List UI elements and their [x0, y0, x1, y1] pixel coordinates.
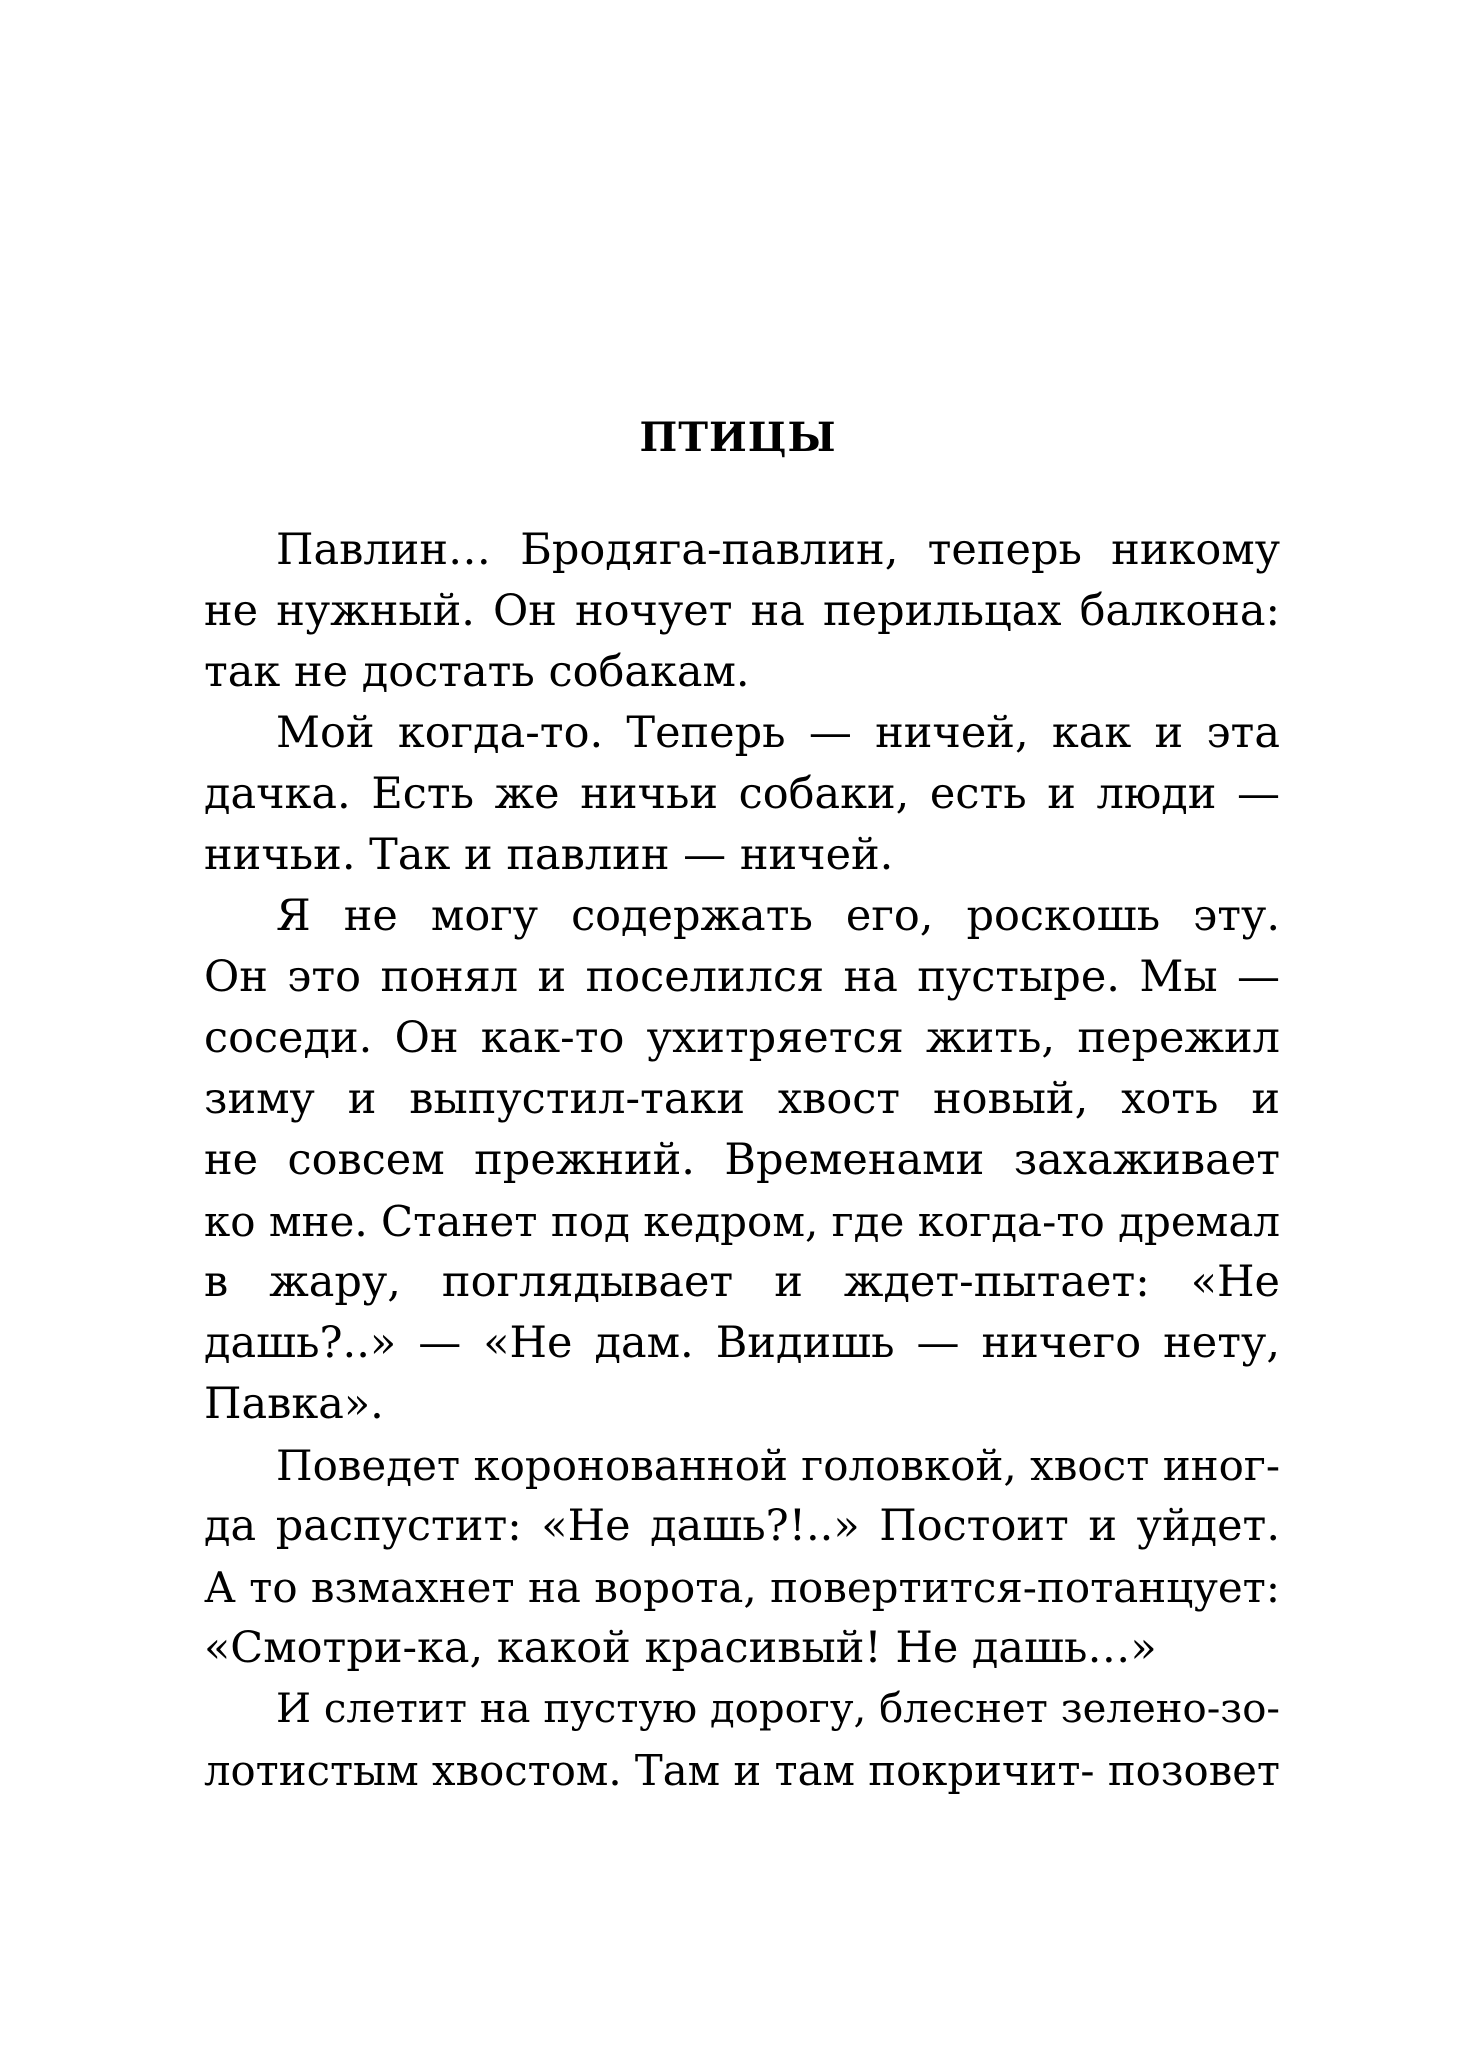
text-line: да распустит: «Не дашь?!..» Постоит и уйдет.	[204, 1501, 1280, 1551]
text-line: лотистым хвостом. Там и там покричит- позовет	[204, 1746, 1280, 1795]
text-line: Он это понял и поселился на пустыре. Мы —	[204, 952, 1280, 1002]
text-line: не нужный. Он ночует на перильцах балкона:	[204, 586, 1280, 636]
text-line: соседи. Он как-то ухитряется жить, пережил	[204, 1013, 1280, 1063]
text-line: ничьи. Так и павлин — ничей.	[204, 830, 894, 880]
text-line: А то взмахнет на ворота, повертится-потанцует:	[204, 1563, 1280, 1612]
text-line: в жару, поглядывает и ждет-пытает: «Не	[204, 1257, 1280, 1307]
text-line: «Смотри-ка, какой красивый! Не дашь…»	[204, 1623, 1157, 1673]
paragraph	[204, 886, 1280, 1435]
text-line: Павлин… Бродяга-павлин, теперь никому	[276, 525, 1280, 575]
text-line: ко мне. Станет под кедром, где когда-то дремал	[204, 1197, 1280, 1246]
text-line: зиму и выпустил-таки хвост новый, хоть и	[204, 1074, 1280, 1124]
text-line: И слетит на пустую дорогу, блеснет зелено-зо-	[276, 1686, 1280, 1732]
paragraph	[204, 1679, 1280, 1801]
paragraph	[204, 1435, 1280, 1679]
text-line: дашь?..» — «Не дам. Видишь — ничего нету,	[204, 1318, 1280, 1368]
text-line: так не достать собакам.	[204, 647, 750, 697]
text-line: не совсем прежний. Временами захаживает	[204, 1135, 1280, 1185]
text-line: дачка. Есть же ничьи собаки, есть и люди —	[204, 769, 1280, 819]
paragraph	[204, 703, 1280, 886]
body-text	[204, 520, 1280, 1801]
text-line: Поведет коронованной головкой, хвост иног-	[276, 1441, 1280, 1490]
text-line: Я не могу содержать его, роскошь эту.	[276, 891, 1280, 941]
paragraph	[204, 520, 1280, 703]
chapter-title: ПТИЦЫ	[639, 414, 837, 461]
text-line: Павка».	[204, 1379, 384, 1429]
text-line: Мой когда-то. Теперь — ничей, как и эта	[276, 708, 1280, 758]
